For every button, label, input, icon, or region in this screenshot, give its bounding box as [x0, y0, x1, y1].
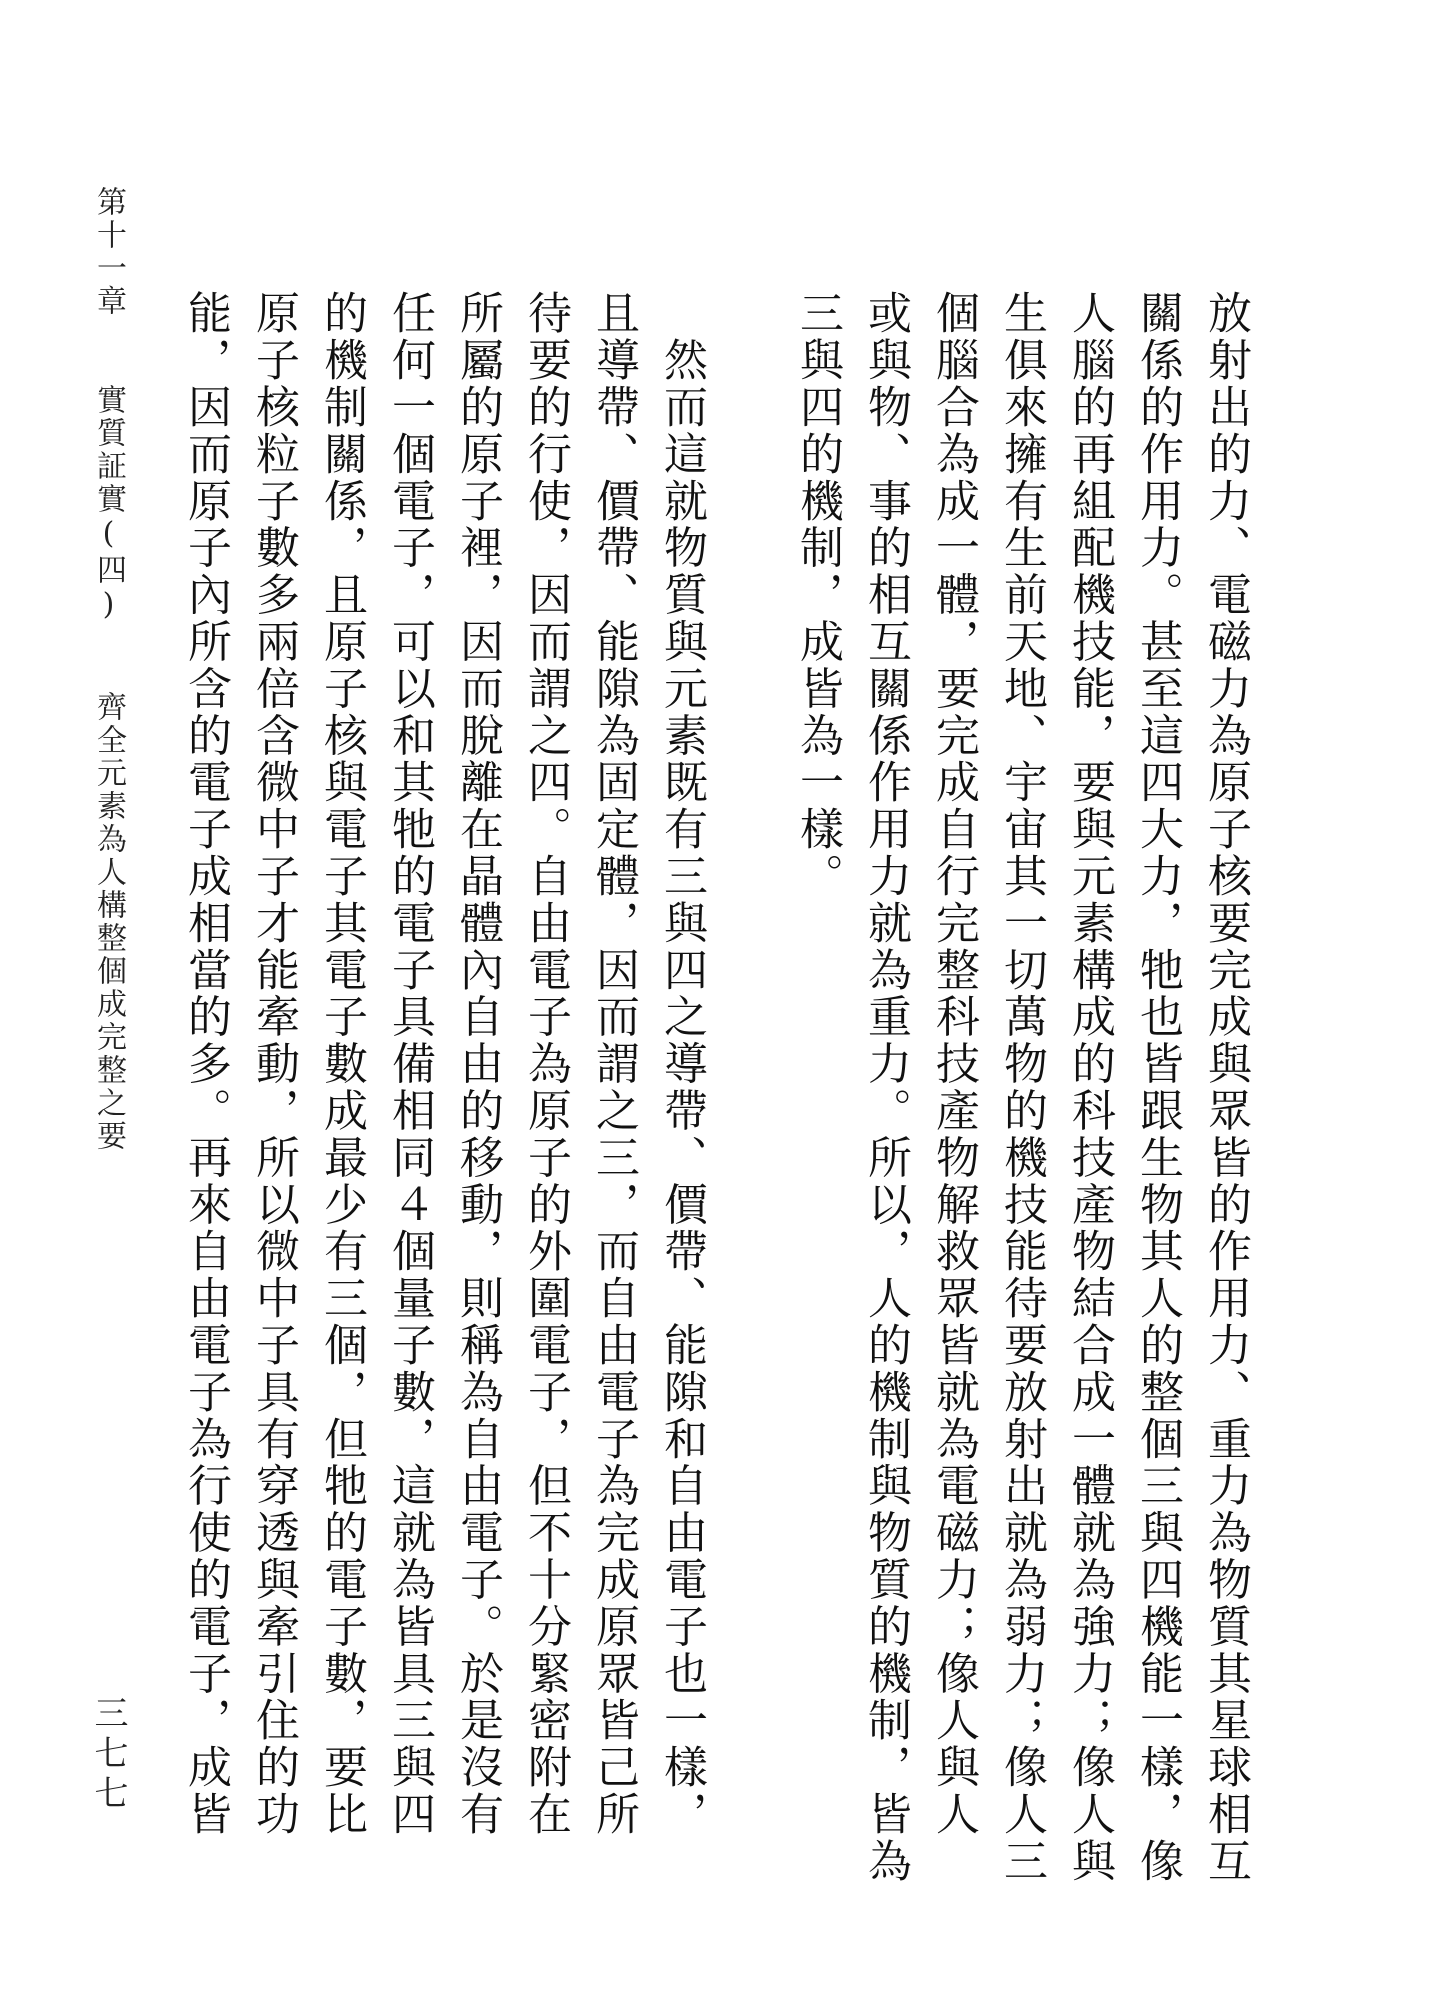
- text-column: 原子核粒子數多兩倍含微中子才能牽動，所以微中子具有穿透與牽引住的功: [248, 290, 299, 1838]
- header-gap: [91, 625, 126, 691]
- text-column: 放射出的力、電磁力為原子核要完成與眾皆的作用力、重力為物質其星球相互: [1200, 290, 1251, 1885]
- text-column: 關係的作用力。甚至這四大力，牠也皆跟生物其人的整個三與四機能一樣，像: [1132, 290, 1183, 1885]
- text-column: 個腦合為成一體，要完成自行完整科技產物解救眾皆就為電磁力；像人與人: [928, 290, 979, 1838]
- text-column: 能，因而原子內所含的電子成相當的多。再來自由電子為行使的電子，成皆: [180, 290, 231, 1838]
- text-column: 任何一個電子，可以和其牠的電子具備相同４個量子數，這就為皆具三與四: [384, 290, 435, 1838]
- text-column: 三與四的機制，成皆為一樣。: [792, 290, 843, 900]
- chapter-label: 第十一章: [91, 186, 126, 318]
- text-column: 且導帶、價帶、能隙為固定體，因而謂之三，而自由電子為完成原眾皆己所: [588, 290, 639, 1838]
- text-column: 或與物、事的相互關係作用力就為重力。所以，人的機制與物質的機制，皆為: [860, 290, 911, 1885]
- chapter-subtitle: 齊全元素為人構整個成完整之要: [91, 691, 126, 1153]
- chapter-title: 實質証實(四): [91, 384, 126, 625]
- header-gap: [91, 318, 126, 384]
- text-column: 的機制關係，且原子核與電子其電子數成最少有三個，但牠的電子數，要比: [316, 290, 367, 1838]
- text-column: 然而這就物質與元素既有三與四之導帶、價帶、能隙和自由電子也一樣，: [656, 290, 707, 1838]
- text-column: 人腦的再組配機技能，要與元素構成的科技產物結合成一體就為強力；像人與: [1064, 290, 1115, 1885]
- running-header: [88, 186, 128, 1153]
- text-column: 所屬的原子裡，因而脫離在晶體內自由的移動，則稱為自由電子。於是沒有: [452, 290, 503, 1838]
- text-column: 生俱來擁有生前天地、宇宙其一切萬物的機技能待要放射出就為弱力；像人三: [996, 290, 1047, 1885]
- page-number: 三七七: [88, 1695, 128, 1815]
- text-column: 待要的行使，因而謂之四。自由電子為原子的外圍電子，但不十分緊密附在: [520, 290, 571, 1838]
